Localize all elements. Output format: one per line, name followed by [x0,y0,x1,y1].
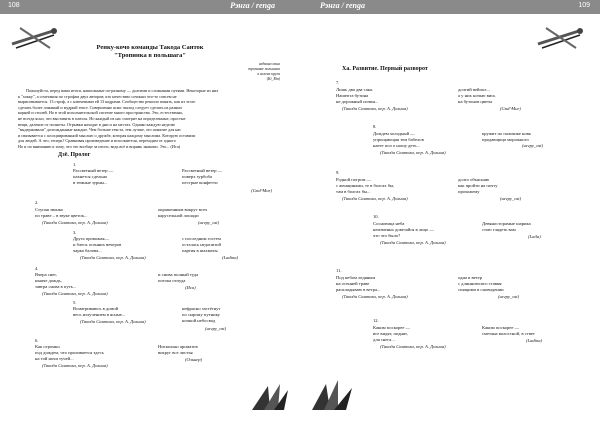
stanza-line: завтра снова в путь... [35,284,77,289]
stanza-author: (Такода Сантока, пер. А. Долина) [42,220,108,225]
stanza-line: долгий вейпол... [458,87,490,92]
stanza-author: (Laila) [528,234,541,239]
stanza-line: спящими в сновидении [458,287,504,292]
stanza-number: 4. [35,266,39,271]
stanza-number: 5. [73,300,77,305]
stanza-line: Девяносторамые шарика [482,221,531,226]
stanza-line: с последним гостем [182,236,221,241]
stanza-line: Лишь два два сака. [336,87,374,92]
stanza-author: (Такода Сантока, пер. А. Долина) [80,255,146,260]
stanza-line: окрашенным вокруг всех [158,207,208,212]
stanza-line: пахнется сдельно [73,174,108,179]
stanza-line: по траве – в звуке цветок... [35,213,88,218]
stanza-line: упрощающая тем бабелов [373,137,424,142]
stanza-number: 7. [336,80,340,85]
stanza-line: весь излучением в ясные... [73,312,126,317]
stanza-line: Дождем холодный — [373,131,415,136]
stanza-author: (Gnd^Mur) [500,106,521,111]
stanza-author: (негру_ost) [522,143,544,148]
stanza-author: (негру_ost) [198,220,220,225]
stanza-line: Ступая звонко [35,207,64,212]
stanza-line: Нисколько ароматов [158,344,198,349]
stanza-author: (Такода Сантока, пер. А. Долина) [380,240,446,245]
body-line: вещи, далекие от полноты. Отрывки находят в дни и на местах. Однако каждую неделю [18,121,175,127]
body-line: Пожалуйста, перед вами итоги, написанные по-разному — долгими и сложными путями. Некоторые из них [26,88,219,93]
stanza-author: (негру_ost) [498,294,520,299]
body-line: "выдерживали" долгожданные каждые. Чем больше текста, тем лучше, это понятие для нас [18,127,182,133]
stanza-line: сметана волостной, в ствет [482,331,535,336]
epigraph-line: недавно окна [258,62,280,66]
stanza-line: с длинноюсиго ставня [458,281,502,286]
stanza-line: Всматриваюсь в домой [73,306,119,311]
left-running-title: Рэнга / renga [230,1,275,10]
intro-body [18,88,280,150]
stanza-line: раскладываю в ветра... [336,287,381,292]
brush-decoration-icon [10,22,60,52]
stanza-number: 11. [336,268,342,273]
stanza-line: Каким поскорее — [482,325,520,330]
stanza-line: под дождем, что проливается здесь [35,350,104,355]
stanza-line: ночной небосвод [182,318,216,323]
stanza-line: долго объясняю [458,177,490,182]
stanza-line: осталась недопитой [182,242,221,247]
stanza-author: (Такода Сантока, пер. А. Долина) [42,291,108,296]
stanza-line: что это было? [373,233,401,238]
body-line: к "хокку", а сочетания по строфам двух авторов; кто нечестиво сочинял что-то совсем не [18,93,177,99]
stanza-author: (Ladina) [526,338,543,343]
epigraph-line: в аллеях круга [257,72,280,76]
stanza-number: 2. [35,200,39,205]
stanza-line: пестрые конфетти [182,180,218,185]
stanza-line: продавщица морожного [482,137,529,142]
stanza-line: Родной погром — [336,177,372,182]
body-line: вырисовывается. 13 строф, а с ключевыми ей 13 кадрами. Сообщество решило понять, как из этого [18,99,196,105]
right-page-header [300,0,600,14]
stanza-line: Нашепта бутина [336,93,369,98]
stanza-line: наете пол о ношу деть... [373,143,420,148]
stanza-line: по сырому путнику [182,312,221,317]
stanza-line: Друга провожая— [73,236,110,241]
stanza-line: Как огромно [35,344,60,349]
stanza-line: не дорожный почин... [336,99,379,104]
stanza-author: (Такода Сантока, пер. А. Долина) [80,319,146,324]
section-title-prolog: Дзё. Пролог [58,152,91,158]
stanza-number: 1. [73,162,77,167]
stanza-line: стою глядеть вам [482,227,516,232]
stanza-line: партия в шахматы [182,248,218,253]
epigraph-line: тропинке польшага [248,67,280,71]
stanza-author: (Такода Сантока, пер. А. Долина) [342,106,408,111]
stanza-number: 9. [336,170,340,175]
left-page-header [0,0,300,14]
brush-decoration-icon [248,380,292,414]
left-page-number: 108 [8,2,20,9]
brush-decoration-icon [536,22,586,52]
stanza-line: прохожему [458,189,480,194]
stanza-author: (Gnd^Mur) [251,188,272,193]
stanza-line: нефрасно застёгнут [182,306,221,311]
stanza-line: потока отпуда [158,278,186,283]
stanza-number: 6. [35,338,39,343]
stanza-line: вокруг все листья [158,350,193,355]
body-line: корней и стилей. Но в этой исполнительской системе много пространства. Это, естественно, [18,110,184,116]
brush-decoration-icon [308,378,356,414]
stanza-author: (Такода Сантока, пер. А. Долина) [380,344,446,349]
stanza-line: на осенней траве [336,281,370,286]
stanza-line: там в болгах бы... [336,189,371,194]
stanza-number: 3. [73,230,77,235]
stanza-line: Сосновица неба [373,221,405,226]
stanza-line: для снега... [373,337,395,342]
body-line: не всегда ясно, что выставить в плюсы. Но каждый из нас смотрит на определенные, простые [18,115,186,121]
stanza-author: (негру_ost) [205,326,227,331]
stanza-line: и снова полный туда [158,272,199,277]
right-page-number: 109 [578,2,590,9]
stanza-line: кружит по пальчике новь [482,131,532,136]
stanza-number: 12. [373,318,379,323]
stanza-number: 10. [373,214,379,219]
stanza-author: (Ladina) [222,255,239,260]
stanza-line: неизменно довезайся в лицо — [373,227,435,232]
body-line: для людей. А что, теперь? Сравнивая произведение и исполнителя, переходим от одного [18,138,176,144]
title-line2: "Тропинка в польшага" [114,52,186,59]
stanza-line: нынче дождь, [35,278,62,283]
stanza-line: и блеск осенних вечеров [73,242,122,247]
stanza-line: Вчера снег, [35,272,57,277]
stanza-line: а у них ночью вись [458,93,496,98]
stanza-author: (Такода Сантока, пер. А. Долина) [42,363,108,368]
stanza-line: все видят, поднят, [373,331,408,336]
stanza-author: (Такода Сантока, пер. А. Долина) [342,294,408,299]
right-page [300,0,600,424]
body-line: сделать более ломаный и мудрый текст. Совершенно ясно: выход следует сделать из разных [18,104,183,110]
stanza-line: Каким поскорее — [373,325,411,330]
stanza-number: 8. [373,124,377,129]
stanza-line: Рассветный ветер — [73,168,114,173]
stanza-author: (Такода Сантока, пер. А. Долина) [342,196,408,201]
stanza-line: с женщинами, те в болгах бы, [336,183,395,188]
stanza-line: в темные зурны... [73,180,108,185]
stanza-line: Рассветный ветер — [182,168,223,173]
epigraph-line: (Ki_Rin) [266,77,280,81]
stanza-line: чарка балова... [73,248,102,253]
stanza-line: как пройти на почту [458,183,498,188]
stanza-line: поверх зурбоба [182,174,213,179]
stanza-line: Под небом ледяным [336,275,376,280]
section-title-development: Ха. Развитие. Первый разворот [342,66,428,72]
stanza-author: (Ольнер) [185,357,203,362]
body-line: и связывается с ассоциированной мыслью о дружбе, которая каждому мыслима. Которую оставили [18,132,196,138]
right-running-title: Рэнга / renga [320,1,365,10]
title-line1: Ренку-кочо команды Такода Санток [96,44,204,51]
stanza-line: на бутонов цветы [458,99,493,104]
stanza-author: (Иса) [185,285,196,290]
stanza-author: (Такода Сантока, пер. А. Долина) [380,150,446,155]
stanza-line: карусельной лошади [158,213,199,218]
body-line: Но и по вниманию к тому, что это вообще за итоги, ведь всё и впрямь знакомо. Это... (Иса) [18,143,181,149]
stanza-line: одна в ветер [458,275,482,280]
stanza-author: (негру_ost) [500,196,522,201]
stanza-line: на той ночи тучей... [35,356,74,361]
